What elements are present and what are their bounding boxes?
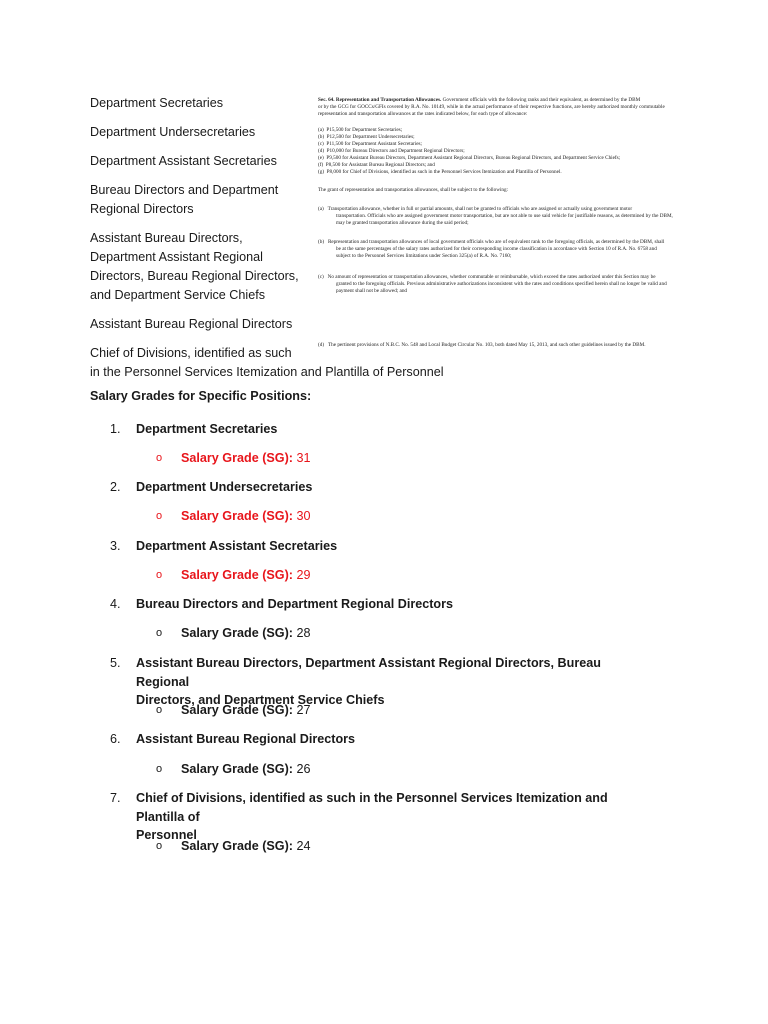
scan-condition-line: transportation. Officials who are assigned government motor transportation, but are not able to use said vehicle for justifiable reasons, as determined by the DBM,: [336, 213, 673, 219]
left-item: in the Personnel Services Itemization and Plantilla of Personnel: [90, 365, 444, 379]
bullet-icon: o: [156, 840, 163, 852]
scanned-excerpt: [318, 97, 674, 355]
list-number: 7.: [110, 791, 121, 805]
scan-subject-line: The grant of representation and transportation allowances, shall be subject to the following:: [318, 187, 509, 193]
bullet-icon: o: [156, 452, 163, 464]
bullet-icon: o: [156, 569, 163, 581]
position-title: Assistant Bureau Directors, Department Assistant Regional Directors, Bureau Regional Directors, and Department Service Chiefs: [136, 656, 601, 707]
grade-value: 28: [296, 626, 311, 640]
position-title: Department Assistant Secretaries: [136, 539, 338, 553]
scan-rate-line: (f) P8,500 for Assistant Bureau Regional Directors; and: [318, 162, 435, 168]
bullet-icon: o: [156, 704, 163, 716]
scan-rate-line: (g) P8,000 for Chief of Divisions, identified as such in the Personnel Services Itemization and Plantilla of Personnel.: [318, 169, 562, 175]
left-item: Bureau Directors and Department: [90, 183, 279, 197]
list-number: 3.: [110, 539, 121, 553]
scan-condition-line: subject to the Personnel Services limitations under Section 325(a) of R.A. No. 7160;: [336, 253, 512, 259]
left-item: and Department Service Chiefs: [90, 288, 265, 302]
scan-condition-line: payment shall not be allowed; and: [336, 288, 408, 294]
left-item: Department Secretaries: [90, 96, 223, 110]
left-item: Department Undersecretaries: [90, 125, 256, 139]
list-number: 4.: [110, 597, 121, 611]
grade-value: 27: [296, 703, 311, 717]
bullet-icon: o: [156, 627, 163, 639]
grade-label: Salary Grade (SG):: [181, 703, 293, 717]
bullet-icon: o: [156, 510, 163, 522]
scan-intro-line: representation and transportation allowances at the rates indicated below, for each type of allowance:: [318, 111, 528, 117]
position-title: Department Secretaries: [136, 422, 278, 436]
grade-value: 24: [296, 839, 311, 853]
scan-rate-line: (b) P12,500 for Department Undersecretaries;: [318, 134, 415, 140]
scan-condition-line: be at the same percentages of the salary rates authorized for their corresponding income classification in accordance with Section 10 of R.A. No. 6758 and: [336, 246, 657, 252]
scan-condition-line: granted to the foregoing officials. Previous administrative authorizations inconsistent with the rates and conditions specified herein shall no longer be valid and: [336, 281, 667, 287]
position-title: Bureau Directors and Department Regional Directors: [136, 597, 454, 611]
grade-value: 31: [296, 451, 311, 465]
left-item: Regional Directors: [90, 202, 194, 216]
bullet-icon: o: [156, 763, 163, 775]
grade-label: Salary Grade (SG):: [181, 509, 293, 523]
scan-section-title: Sec. 64. Representation and Transportation Allowances.: [318, 97, 442, 103]
scan-rate-line: (e) P9,500 for Assistant Bureau Directors, Department Assistant Regional Directors, Bureau Regional Directors, and Department Service Chiefs;: [318, 155, 621, 161]
grade-value: 30: [296, 509, 311, 523]
scan-condition-line: (d) The pertinent provisions of N.B.C. No. 548 and Local Budget Circular No. 103, both dated May 15, 2013, and such other guidelines issued by the DBM.: [318, 342, 646, 348]
list-number: 2.: [110, 480, 121, 494]
left-item: Chief of Divisions, identified as such: [90, 346, 292, 360]
grade-value: 29: [296, 568, 311, 582]
scan-condition-line: (c) No amount of representation or transportation allowances, whether commutable or reimbursable, which exceed the rates authorized under this Section may be: [318, 274, 656, 280]
scan-condition-line: (a) Transportation allowance, whether in full or partial amounts, shall not be granted to officials who are assigned or actually using government motor: [318, 206, 633, 212]
scan-rate-line: (a) P15,500 for Department Secretaries;: [318, 127, 403, 133]
scan-condition-line: (b) Representation and transportation allowances of local government officials who are of equivalent rank to the foregoing officials, as determined by the DBM, shall: [318, 239, 665, 245]
grade-label: Salary Grade (SG):: [181, 568, 293, 582]
list-number: 6.: [110, 732, 121, 746]
grade-value: 26: [296, 762, 311, 776]
scan-condition-line: may be granted transportation allowance during the said period;: [336, 220, 469, 226]
position-title: Assistant Bureau Regional Directors: [136, 732, 356, 746]
grade-label: Salary Grade (SG):: [181, 451, 293, 465]
scan-intro-line: Sec. 64. Representation and Transportation Allowances. Government officials with the following ranks and their equivalent, as determined by the DBM: [318, 97, 641, 103]
position-title: Department Undersecretaries: [136, 480, 313, 494]
left-item: Directors, Bureau Regional Directors,: [90, 269, 299, 283]
left-item: Department Assistant Secretaries: [90, 154, 277, 168]
list-number: 1.: [110, 422, 121, 436]
position-title: Chief of Divisions, identified as such in the Personnel Services Itemization and Plantilla of Personnel: [136, 791, 608, 842]
left-item: Assistant Bureau Regional Directors: [90, 317, 293, 331]
list-number: 5.: [110, 656, 121, 670]
grade-label: Salary Grade (SG):: [181, 626, 293, 640]
scan-intro-line: or by the GCG for GOCCs/GFIs covered by R.A. No. 10149, while in the actual performance of their respective functions, are hereby authorized monthly commutable: [318, 104, 665, 110]
grade-label: Salary Grade (SG):: [181, 839, 293, 853]
left-item: Department Assistant Regional: [90, 250, 263, 264]
left-item: Assistant Bureau Directors,: [90, 231, 243, 245]
section-heading: Salary Grades for Specific Positions:: [90, 389, 312, 403]
grade-label: Salary Grade (SG):: [181, 762, 293, 776]
scan-rate-line: (d) P10,000 for Bureau Directors and Department Regional Directors;: [318, 148, 465, 154]
scan-rate-line: (c) P11,500 for Department Assistant Secretaries;: [318, 141, 422, 147]
